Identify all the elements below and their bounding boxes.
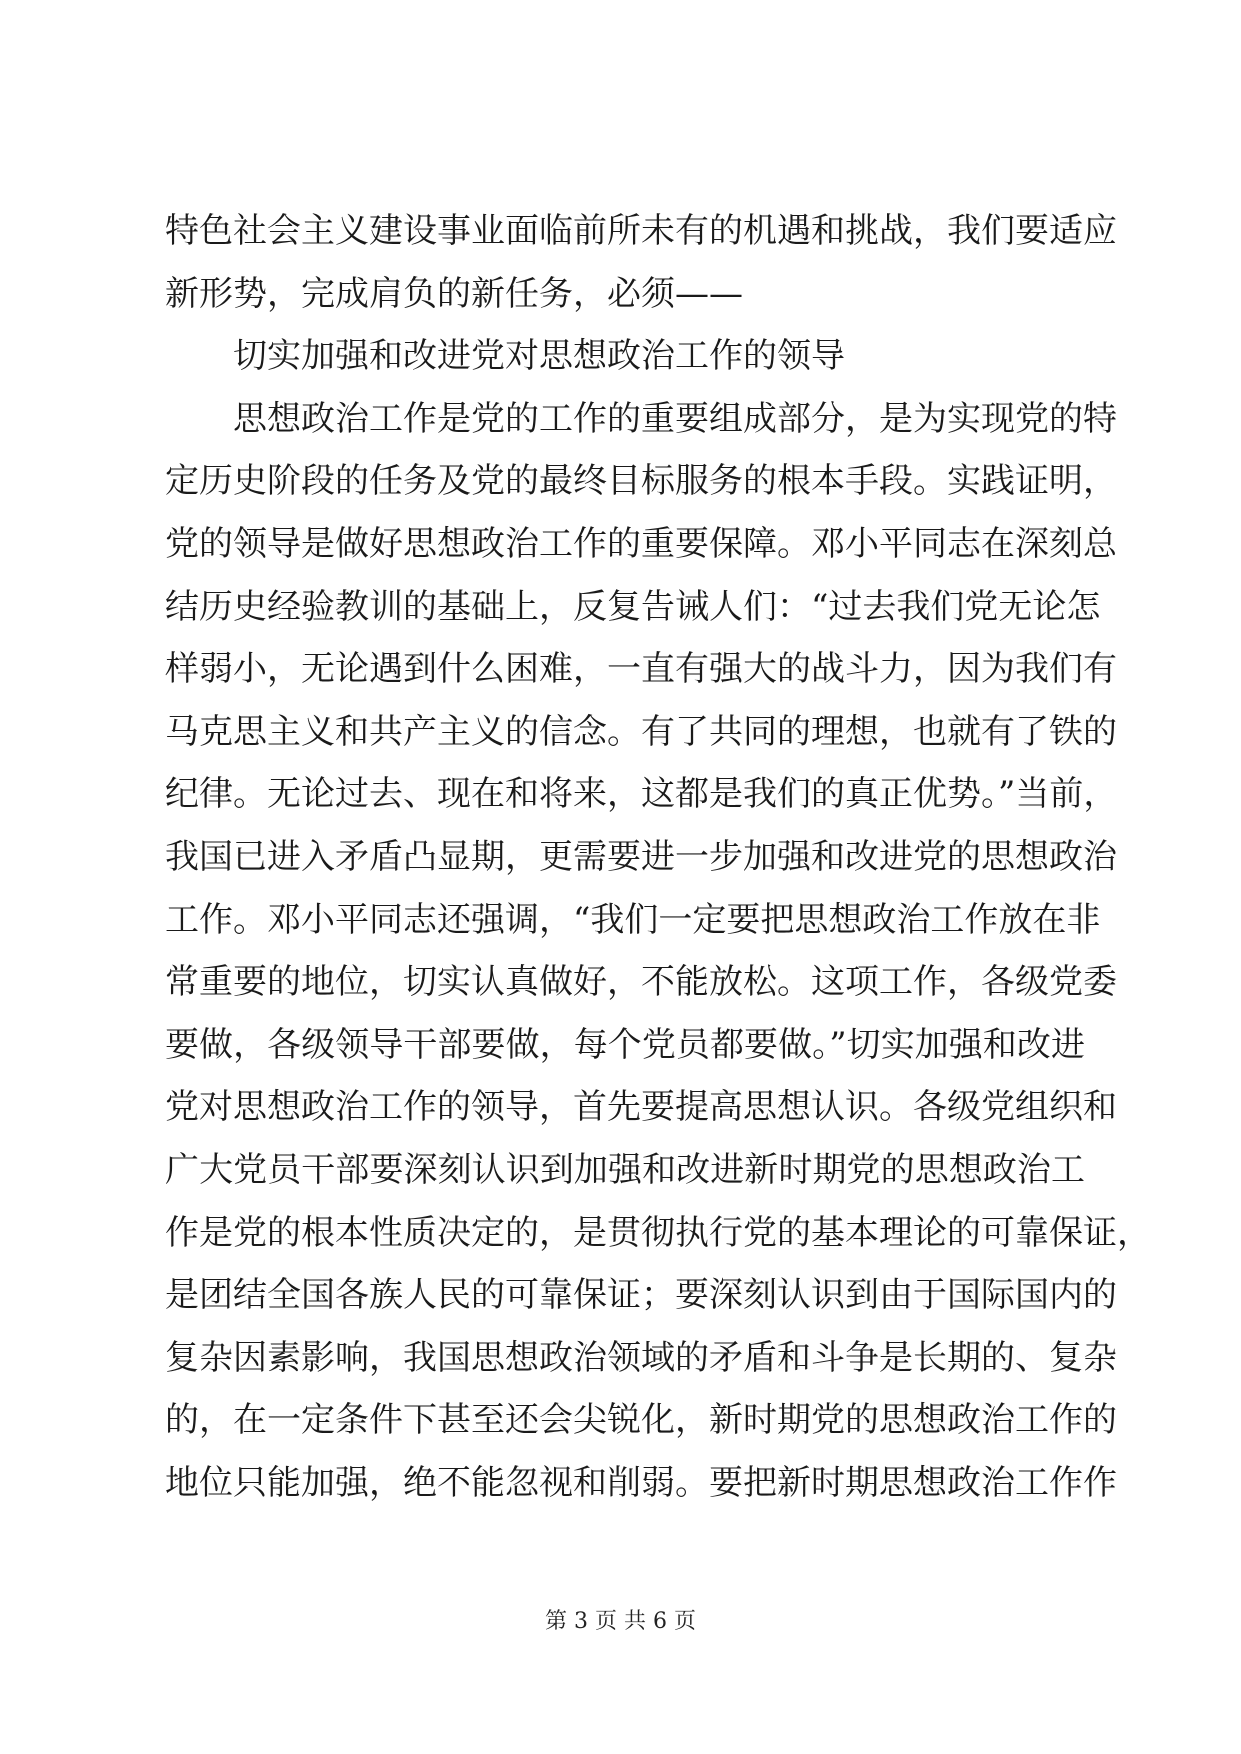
text-line: 作是党的根本性质决定的，是贯彻执行党的基本理论的可靠保证， [165, 1212, 1151, 1253]
section-heading: 切实加强和改进党对思想政治工作的领导 [233, 336, 845, 377]
text-line: 常重要的地位，切实认真做好，不能放松。这项工作，各级党委 [165, 962, 1117, 1003]
document-body [165, 200, 1151, 1514]
text-line: 新形势，完成肩负的新任务，必须—— [165, 273, 743, 314]
text-line: 纪律。无论过去、现在和将来，这都是我们的真正优势。”当前， [165, 774, 1118, 815]
text-line: 特色社会主义建设事业面临前所未有的机遇和挑战，我们要适应 [165, 211, 1117, 251]
text-line: 复杂因素影响，我国思想政治领域的矛盾和斗争是长期的、复杂 [165, 1337, 1117, 1378]
text-line: 是团结全国各族人民的可靠保证；要深刻认识到由于国际国内的 [165, 1275, 1117, 1316]
text-line: 党的领导是做好思想政治工作的重要保障。邓小平同志在深刻总 [165, 523, 1117, 564]
text-line: 地位只能加强，绝不能忽视和削弱。要把新时期思想政治工作作 [165, 1462, 1117, 1503]
text-line: 要做，各级领导干部要做，每个党员都要做。”切实加强和改进 [165, 1024, 1085, 1065]
text-line: 工作。邓小平同志还强调，“我们一定要把思想政治工作放在非 [165, 899, 1101, 940]
paragraph-first-line: 思想政治工作是党的工作的重要组成部分，是为实现党的特 [233, 398, 1117, 439]
text-line: 我国已进入矛盾凸显期，更需要进一步加强和改进党的思想政治 [165, 836, 1117, 877]
text-line: 的，在一定条件下甚至还会尖锐化，新时期党的思想政治工作的 [165, 1400, 1117, 1441]
text-line: 样弱小，无论遇到什么困难，一直有强大的战斗力，因为我们有 [165, 649, 1117, 690]
text-line: 党对思想政治工作的领导，首先要提高思想认识。各级党组织和 [165, 1087, 1117, 1128]
text-line: 广大党员干部要深刻认识到加强和改进新时期党的思想政治工 [165, 1149, 1085, 1190]
text-line: 定历史阶段的任务及党的最终目标服务的根本手段。实践证明， [165, 461, 1117, 502]
text-line: 结历史经验教训的基础上，反复告诫人们：“过去我们党无论怎 [165, 586, 1101, 627]
text-line: 马克思主义和共产主义的信念。有了共同的理想，也就有了铁的 [165, 711, 1117, 752]
page-number-footer: 第 3 页 共 6 页 [545, 1609, 696, 1634]
